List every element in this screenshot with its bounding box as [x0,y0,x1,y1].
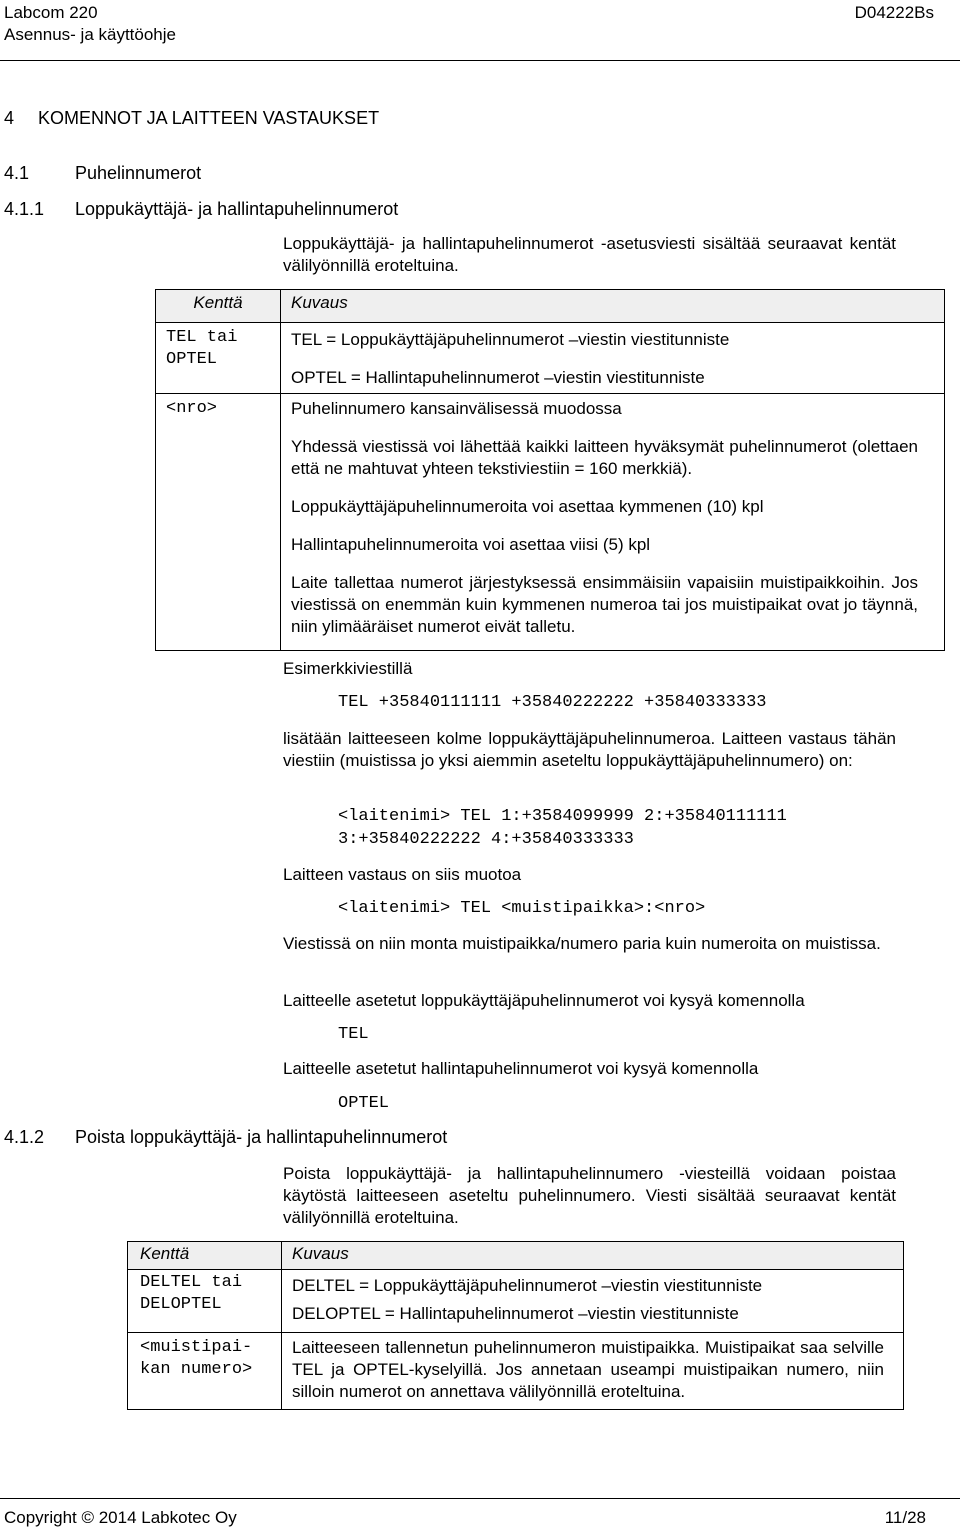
example-message: TEL +35840111111 +35840222222 +35840333333 [338,693,767,712]
table-row [128,1270,904,1333]
section-4-1-1-number: 4.1.1 [4,199,45,219]
section-4-1-2-title: Poista loppukäyttäjä- ja hallintapuhelinnumerot [75,1127,448,1147]
desc-nro-format: Puhelinnumero kansainvälisessä muodossa [291,399,622,418]
query-tel-command: TEL [338,1025,369,1044]
header-doc-title: Asennus- ja käyttöohje [4,25,176,44]
header-rule [0,60,960,61]
table-header-row [128,1242,904,1270]
desc-deltel: DELTEL = Loppukäyttäjäpuhelinnumerot –viestin viestitunniste [292,1276,763,1295]
footer-page-number: 11/28 [884,1508,926,1527]
desc-nro-count: Yhdessä viestissä voi lähettää kaikki laitteen hyväksymät puhelinnumerot (olettaen että ne mahtuvat yhteen tekstiviestiin = 160 merkkiä). [291,437,918,478]
field-memory-slot-b: kan numero> [140,1360,253,1379]
reply-form-message: <laitenimi> TEL <muistipaikka>:<nro> [338,899,706,918]
section-4-1-2-intro: Poista loppukäyttäjä- ja hallintapuhelinnumero -viesteillä voidaan poistaa käytöstä laitteeseen aseteltu puhelinnumero. Viesti sisältää seuraavat kentät välilyönnillä eroteltuina. [283,1164,896,1227]
section-4-1-1-intro: Loppukäyttäjä- ja hallintapuhelinnumerot -asetusviesti sisältää seuraavat kentät välilyönnillä eroteltuina. [283,234,896,275]
reply-line-2: 3:+35840222222 4:+35840333333 [338,830,634,849]
desc-nro-admin-limit: Hallintapuhelinnumeroita voi asettaa viisi (5) kpl [291,535,651,554]
field-tel-or: TEL tai [166,328,238,347]
section-4-1-1-title: Loppukäyttäjä- ja hallintapuhelinnumerot [75,199,399,219]
field-nro: <nro> [166,399,218,418]
field-deltel-or: DELTEL tai [140,1273,243,1292]
column-header-description: Kuvaus [291,293,348,312]
header-product: Labcom 220 [4,3,98,22]
example-label: Esimerkkiviestillä [283,659,413,678]
header-doc-code: D04222Bs [854,3,934,22]
column-header-field: Kenttä [193,293,243,312]
footer-copyright: Copyright © 2014 Labkotec Oy [4,1508,237,1527]
field-memory-slot-a: <muistipai- [140,1338,253,1357]
desc-optel: OPTEL = Hallintapuhelinnumerot –viestin viestitunniste [291,368,705,387]
table-row [128,1333,904,1410]
section-4-title: KOMENNOT JA LAITTEEN VASTAUKSET [38,108,380,128]
query-optel-text: Laitteelle asetetut hallintapuhelinnumerot voi kysyä komennolla [283,1059,759,1078]
field-optel: OPTEL [166,350,218,369]
query-optel-command: OPTEL [338,1094,390,1113]
fields-table-1 [155,289,945,651]
table-header-row [156,290,945,323]
column-header-description: Kuvaus [292,1244,349,1263]
example-explanation: lisätään laitteeseen kolme loppukäyttäjäpuhelinnumeroa. Laitteen vastaus tähän viestiin (muistissa jo yksi aiemmin aseteltu loppukäyttäjäpuhelinnumero) on: [283,729,896,770]
section-4-1-number: 4.1 [4,163,30,183]
fields-table-2 [127,1241,904,1410]
section-4-number: 4 [4,108,15,128]
pairs-explanation: Viestissä on niin monta muistipaikka/numero paria kuin numeroita on muistissa. [283,934,881,953]
desc-memory-slot: Laitteeseen tallennetun puhelinnumeron muistipaikka. Muistipaikat saa selville TEL ja OPTEL-kyselyillä. Jos annetaan useampi muistipaikan numero, niin silloin numerot on annettava välilyönnillä eroteltuina. [292,1338,884,1401]
table-row [156,394,945,651]
section-4-1-2-number: 4.1.2 [4,1127,45,1147]
table-row [156,323,945,394]
column-header-field: Kenttä [140,1244,190,1263]
query-tel-text: Laitteelle asetetut loppukäyttäjäpuhelinnumerot voi kysyä komennolla [283,991,805,1010]
section-4-1-title: Puhelinnumerot [75,163,202,183]
desc-tel: TEL = Loppukäyttäjäpuhelinnumerot –viestin viestitunniste [291,330,730,349]
reply-form-label: Laitteen vastaus on siis muotoa [283,865,522,884]
desc-nro-enduser-limit: Loppukäyttäjäpuhelinnumeroita voi asettaa kymmenen (10) kpl [291,497,764,516]
field-deloptel: DELOPTEL [140,1295,222,1314]
desc-nro-storage: Laite tallettaa numerot järjestyksessä ensimmäisiin vapaisiin muistipaikkoihin. Jos viestissä on enemmän kuin kymmenen numeroa tai jos muistipaikat ovat jo täynnä, niin ylimääräiset numerot eivät talletu. [291,573,918,636]
desc-deloptel: DELOPTEL = Hallintapuhelinnumerot –viestin viestitunniste [292,1304,739,1323]
reply-line-1: <laitenimi> TEL 1:+3584099999 2:+35840111111 [338,807,787,826]
footer-rule [0,1498,960,1499]
